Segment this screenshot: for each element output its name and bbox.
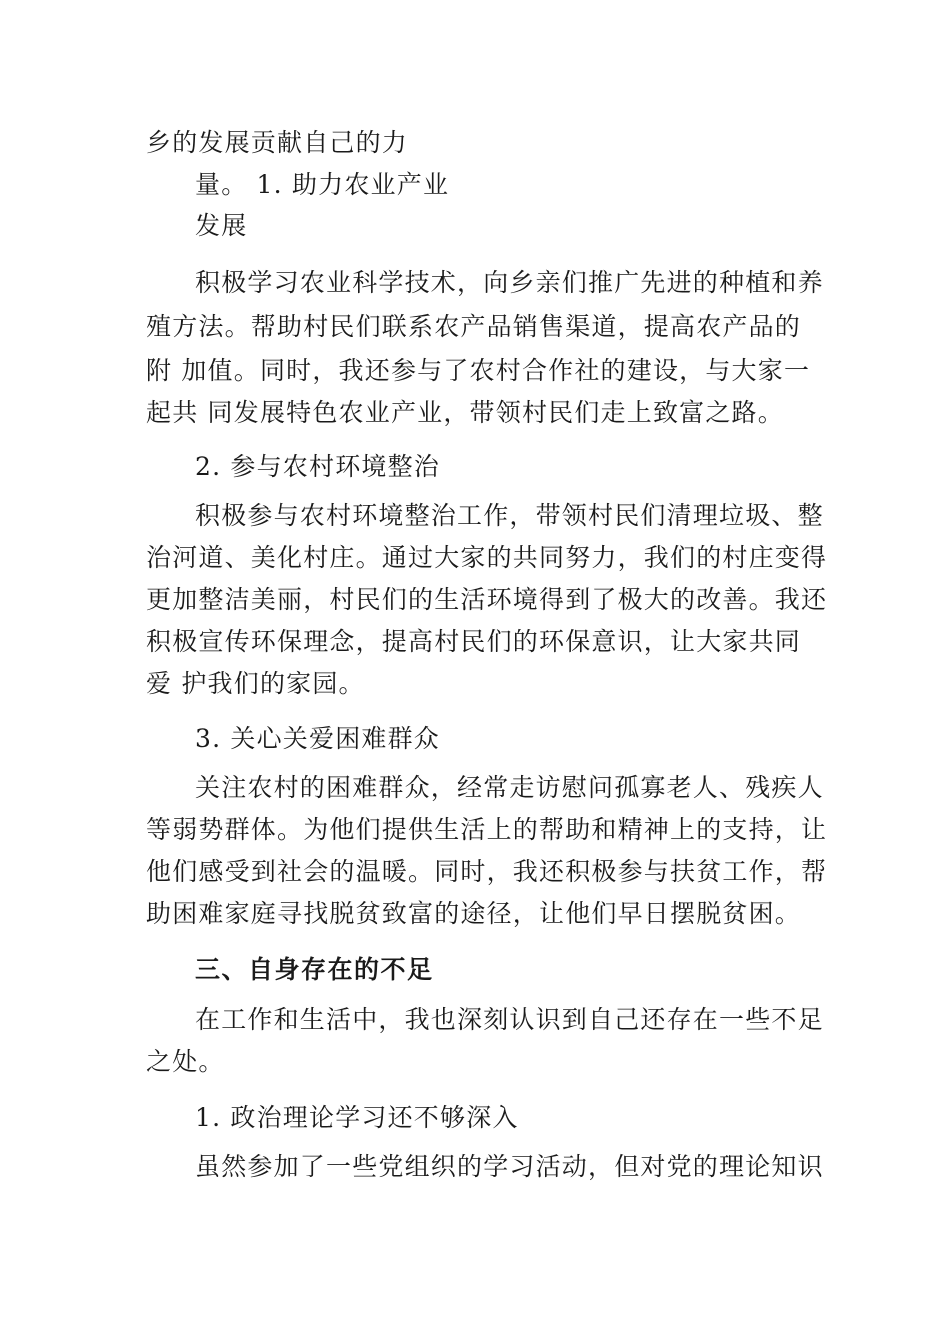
text-line: 等弱势群体。为他们提供生活上的帮助和精神上的支持，让 <box>146 815 828 844</box>
text-line: 量。 1. 助力农业产业 <box>195 170 450 199</box>
text-line: 积极学习农业科学技术，向乡亲们推广先进的种植和养 <box>195 268 824 297</box>
section-heading: 三、自身存在的不足 <box>195 955 434 984</box>
text-line: 助困难家庭寻找脱贫致富的途径，让他们早日摆脱贫困。 <box>146 899 802 928</box>
text-line: 殖方法。帮助村民们联系农产品销售渠道，提高农产品的 <box>146 312 802 341</box>
text-line: 他们感受到社会的温暖。同时，我还积极参与扶贫工作，帮 <box>146 857 828 886</box>
text-line: 虽然参加了一些党组织的学习活动，但对党的理论知识 <box>195 1152 824 1181</box>
text-line: 积极参与农村环境整治工作，带领村民们清理垃圾、整 <box>195 501 824 530</box>
text-line: 治河道、美化村庄。通过大家的共同努力，我们的村庄变得 <box>146 543 828 572</box>
text-line: 起共 同发展特色农业产业，带领村民们走上致富之路。 <box>146 398 784 427</box>
section-subheading: 2. 参与农村环境整治 <box>195 452 441 481</box>
text-line: 更加整洁美丽，村民们的生活环境得到了极大的改善。我还 <box>146 585 828 614</box>
text-line: 在工作和生活中，我也深刻认识到自己还存在一些不足 <box>195 1005 824 1034</box>
text-line: 发展 <box>195 211 248 240</box>
section-subheading: 1. 政治理论学习还不够深入 <box>195 1103 519 1132</box>
section-subheading: 3. 关心关爱困难群众 <box>195 724 441 753</box>
text-line: 乡的发展贡献自己的力 <box>146 128 409 157</box>
text-line: 附 加值。同时，我还参与了农村合作社的建设，与大家一 <box>146 356 811 385</box>
text-line: 关注农村的困难群众，经常走访慰问孤寡老人、残疾人 <box>195 773 824 802</box>
text-line: 之处。 <box>146 1047 225 1076</box>
text-line: 积极宣传环保理念，提高村民们的环保意识，让大家共同 <box>146 627 802 656</box>
text-line: 爱 护我们的家园。 <box>146 669 365 698</box>
